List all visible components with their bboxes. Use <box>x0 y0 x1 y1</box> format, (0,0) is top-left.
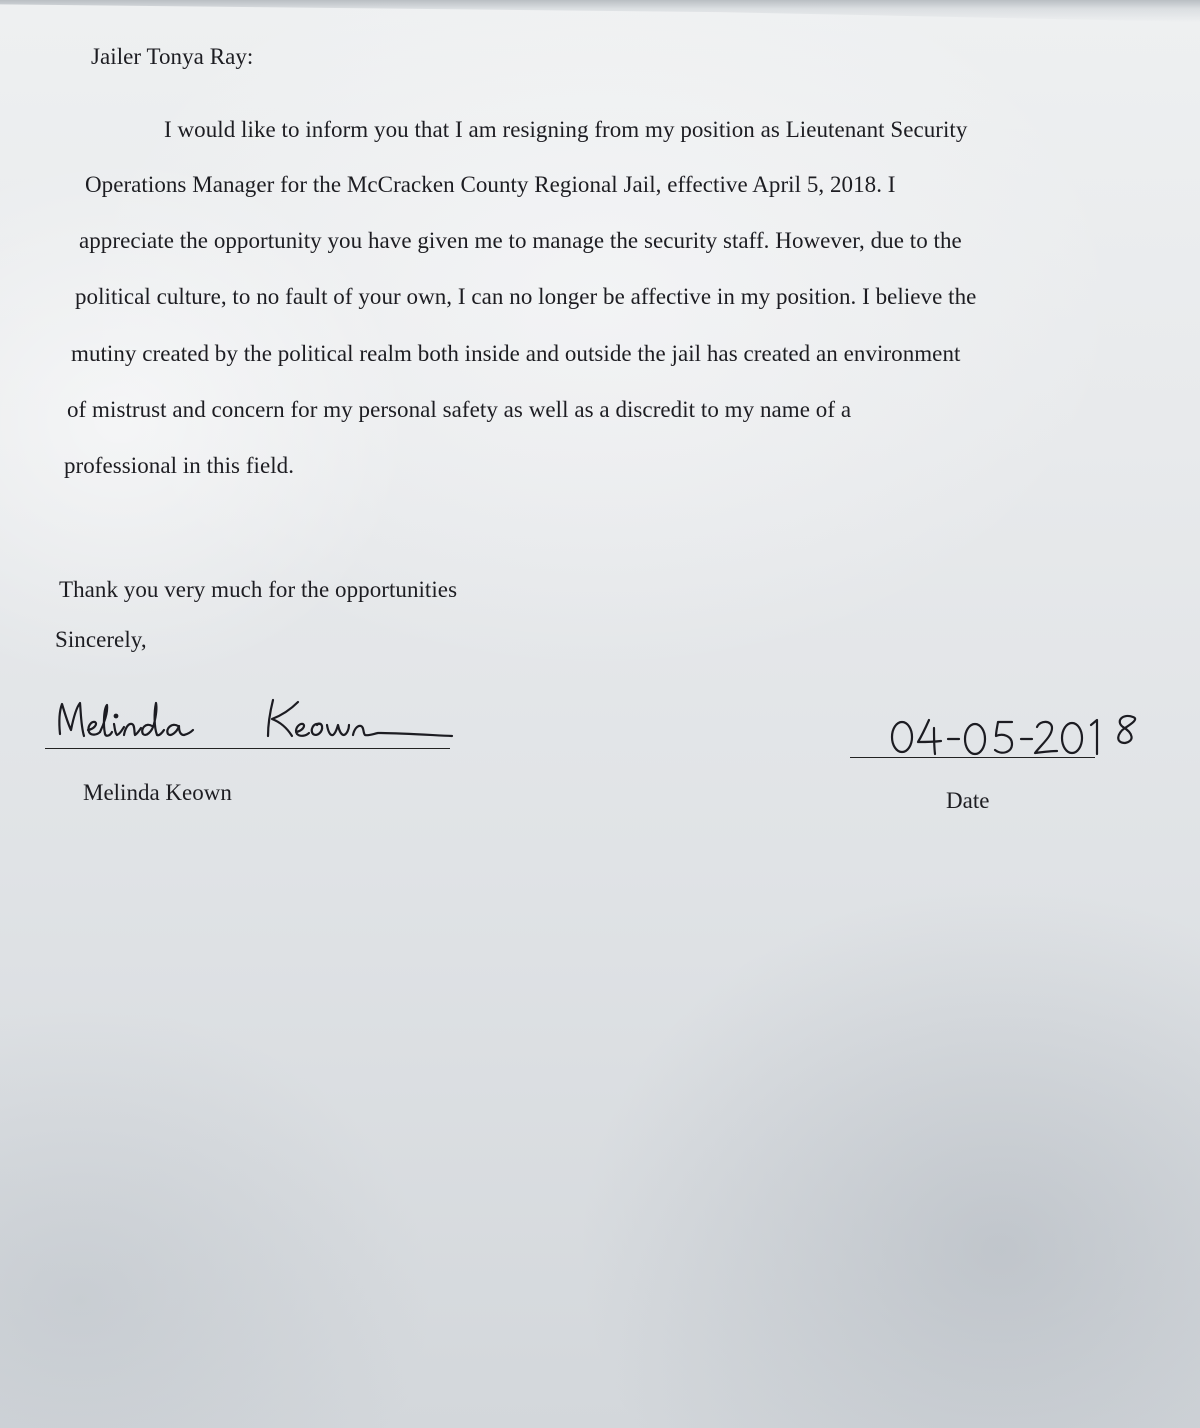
body-line-2: Operations Manager for the McCracken County Regional Jail, effective April 5, 2018. I <box>85 172 896 197</box>
body-line-4: political culture, to no fault of your own, I can no longer be affective in my position. I believe the <box>75 284 977 309</box>
body-line-6: of mistrust and concern for my personal safety as well as a discredit to my name of a <box>67 397 852 422</box>
salutation: Jailer Tonya Ray: <box>91 44 254 69</box>
body-line-3: appreciate the opportunity you have given me to manage the security staff. However, due to the <box>79 228 962 253</box>
signature-image <box>40 694 460 754</box>
date-label: Date <box>946 788 990 813</box>
paper-edge-shadow <box>0 0 1200 22</box>
body-line-1: I would like to inform you that I am resigning from my position as Lieutenant Security <box>164 117 968 142</box>
thanks-line: Thank you very much for the opportunities <box>59 577 458 602</box>
signature-line <box>45 748 450 749</box>
body-line-7: professional in this field. <box>64 453 295 478</box>
closing: Sincerely, <box>55 627 147 652</box>
signer-name: Melinda Keown <box>83 780 232 805</box>
date-line <box>850 757 1095 758</box>
body-line-5: mutiny created by the political realm both inside and outside the jail has created an environment <box>71 341 961 366</box>
